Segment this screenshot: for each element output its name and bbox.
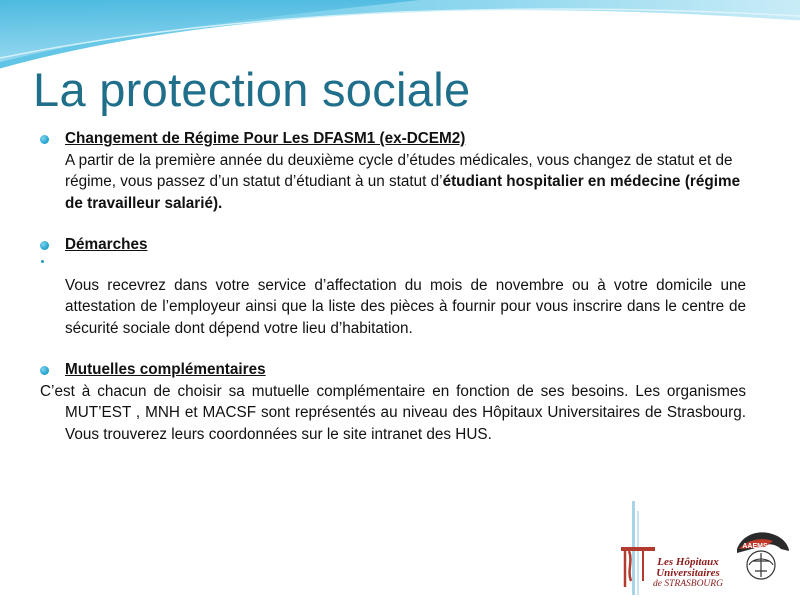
regime-text-comma: , xyxy=(528,151,533,169)
section-regime xyxy=(40,128,746,214)
hus-line-2: Universitaires xyxy=(656,567,720,579)
section-heading-demarches: Démarches xyxy=(65,236,148,253)
demarches-text: Vous recevrez dans votre service d’affectation du mois de novembre ou à votre domicile une attestation de l’employeur ainsi que la liste des pièces à fournir pour vous inscrire dans le centre de sécurité sociale dont dépend votre lieu d’habitation. xyxy=(65,276,746,337)
aaems-logo xyxy=(735,525,791,585)
section-text-demarches xyxy=(40,275,746,340)
small-bullet-icon xyxy=(40,256,746,270)
aaems-label: AAEMS xyxy=(742,543,768,550)
section-text-regime xyxy=(65,150,746,215)
bullet-icon xyxy=(40,135,49,144)
page-title: La protection sociale xyxy=(33,63,471,116)
regime-text-part2: vous changez de statut et de régime, vous passez d’un statut d’étudiant à un statut d’ xyxy=(65,151,733,190)
slide-content xyxy=(40,128,746,445)
section-mutuelles xyxy=(40,359,746,381)
section-heading-regime: Changement de Régime Pour Les DFASM1 (ex-DCEM2) xyxy=(65,130,466,147)
section-demarches xyxy=(40,234,746,256)
hus-line-3: de STRASBOURG xyxy=(653,579,723,589)
regime-text-bold: étudiant hospitalier en médecine (régime de travailleur salarié). xyxy=(65,173,741,212)
section-text-mutuelles: C’est à chacun de choisir sa mutuelle complémentaire en fonction de ses besoins. Les organismes MUT’EST , MNH et MACSF sont représentés au niveau des Hôpitaux Universitaires de Strasbourg. Vous trouverez leurs coordonnées sur le site intranet des HUS. xyxy=(40,382,746,443)
hus-logo-text xyxy=(649,557,727,590)
hus-line-1: Les Hôpitaux xyxy=(657,556,719,568)
bullet-icon xyxy=(40,241,49,250)
regime-text-part1: A partir de la première année du deuxième cycle d’études médicales xyxy=(65,151,529,169)
hus-logo xyxy=(619,501,728,595)
bullet-icon xyxy=(40,366,49,375)
section-heading-mutuelles: Mutuelles complémentaires xyxy=(65,361,266,378)
